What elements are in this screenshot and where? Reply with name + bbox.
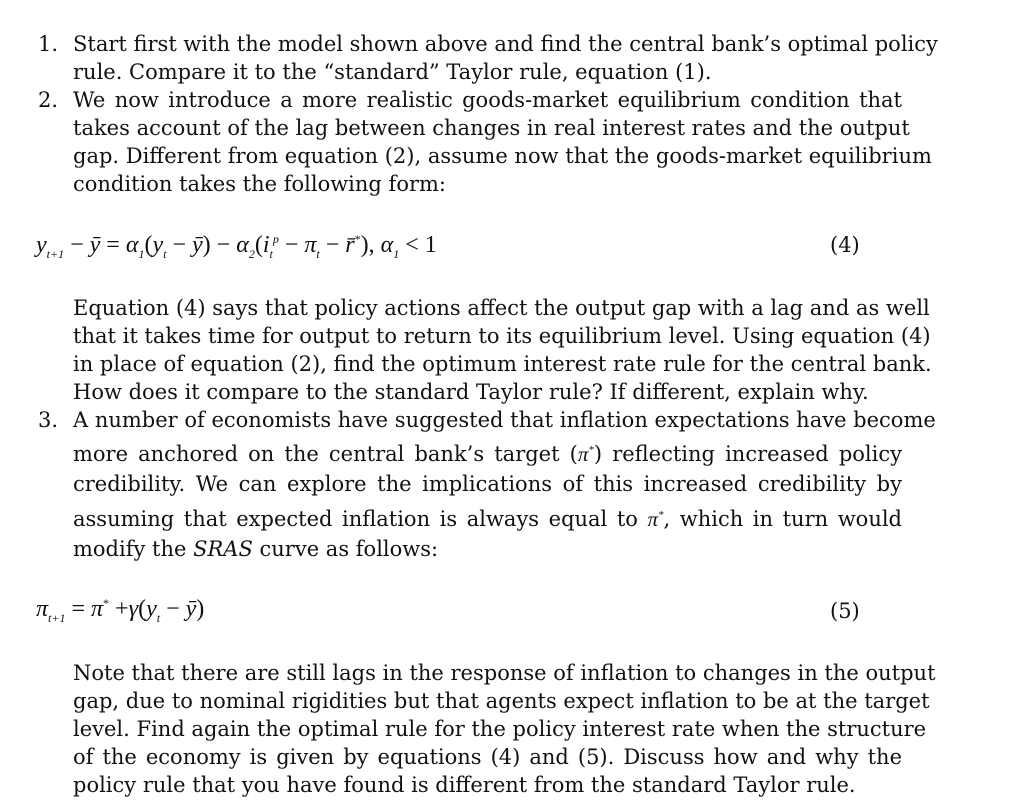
item-3-after-line-3: level. Find again the optimal rule for the policy interest rate when the structure [73,717,927,741]
equation-5-label: (5) [830,599,860,623]
item-3-line-1: A number of economists have suggested that inflation expectations have become [73,408,936,432]
item-number-3: 3. [38,408,59,432]
sras-term: SRAS [193,537,253,561]
pi-star-symbol: π* [577,442,594,466]
item-3-line-3: credibility. We can explore the implications of this increased credibility by [73,472,902,496]
item-1-line-2: rule. Compare it to the “standard” Taylor rule, equation (1). [73,60,712,84]
item-3-after-line-1: Note that there are still lags in the response of inflation to changes in the output [73,661,936,685]
item-number-2: 2. [38,88,59,112]
item-2-after-line-3: in place of equation (2), find the optimum interest rate rule for the central bank. [73,352,932,376]
equation-4: $y_{t+1}$ − ȳ = $\alpha_1(y_t$ − ȳ) − $\alpha_2(i_t^p - \pi_t$ − r̄*), $\alpha_1 < 1$ [36,232,437,261]
item-1-line-1: Start first with the model shown above and find the central bank’s optimal policy [73,32,938,56]
pi-star-symbol: π* [647,507,664,531]
item-3-line-2 [73,440,902,468]
item-3-line-4-start: assuming that expected inflation is always equal to [73,507,648,531]
item-3-after-line-4: of the economy is given by equations (4) and (5). Discuss how and why the [73,745,902,769]
item-2-after-line-4: How does it compare to the standard Taylor rule? If different, explain why. [73,380,869,404]
item-3-line-2-end: ) reflecting increased policy [593,442,902,466]
item-2-line-4: condition takes the following form: [73,172,446,196]
item-2-after-line-2: that it takes time for output to return to its equilibrium level. Using equation (4) [73,324,931,348]
item-3-line-5-start: modify the [73,537,194,561]
item-number-1: 1. [38,32,59,56]
item-3-line-5 [73,535,902,563]
item-2-line-3: gap. Different from equation (2), assume now that the goods-market equilibrium [73,144,932,168]
item-2-line-1: We now introduce a more realistic goods-market equilibrium condition that [73,88,902,112]
item-3-line-5-end: curve as follows: [252,537,439,561]
equation-4-label: (4) [830,233,860,257]
item-3-after-line-5: policy rule that you have found is different from the standard Taylor rule. [73,773,856,797]
item-2-after-line-1: Equation (4) says that policy actions affect the output gap with a lag and as well [73,296,930,320]
item-3-line-2-start: more anchored on the central bank’s target ( [73,442,578,466]
item-3-after-line-2: gap, due to nominal rigidities but that agents expect inflation to be at the target [73,689,930,713]
item-3-line-4 [73,505,902,533]
equation-5: $\pi_{t+1} = \pi^* +\gamma(y_t$ − ȳ) [36,596,205,625]
item-3-line-4-end: , which in turn would [663,507,903,531]
item-2-line-2: takes account of the lag between changes in real interest rates and the output [73,116,910,140]
